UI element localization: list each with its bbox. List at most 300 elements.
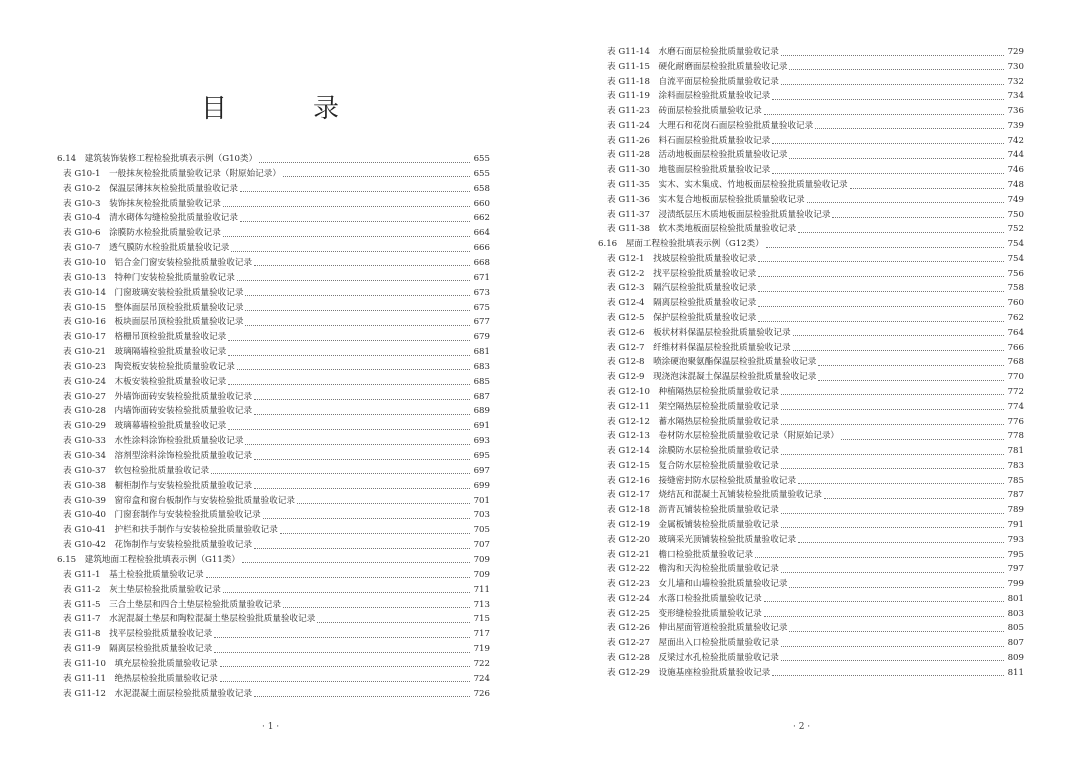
toc-entry [598,60,1024,74]
toc-entry-label: 表 G10-10 铝合金门窗安装检验批质量验收记录 [63,257,253,268]
toc-section-entry [57,152,490,166]
dot-leader [815,128,1004,129]
toc-entry-label: 表 G12-27 屋面出入口检验批质量验收记录 [607,638,779,649]
toc-entry [57,286,490,300]
toc-entry [598,134,1024,148]
toc-entry-label: 表 G12-10 种植隔热层检验批质量验收记录 [607,386,779,397]
dot-leader [798,542,1004,543]
dot-leader [245,325,470,326]
toc-entry [57,479,490,493]
toc-entry [57,508,490,522]
dot-leader [254,399,470,400]
toc-entry [57,494,490,508]
dot-leader [206,577,470,578]
toc-entry-label: 表 G12-11 架空隔热层检验批质量验收记录 [607,401,779,412]
dot-leader [824,498,1004,499]
toc-entry-page: 693 [473,436,490,447]
toc-entry-page: 703 [473,510,490,521]
dot-leader [781,409,1004,410]
toc-entry-label: 表 G12-9 现浇泡沫混凝土保温层检验批质量验收记录 [607,372,817,383]
toc-entry-page: 671 [473,272,490,283]
toc-entry-page: 679 [473,332,490,343]
toc-entry [598,163,1024,177]
dot-leader [317,622,470,623]
toc-entry-page: 662 [473,213,490,224]
dot-leader [758,321,1004,322]
dot-leader [211,473,470,474]
toc-entry [598,208,1024,222]
toc-entry-label: 表 G12-6 板状材料保温层检验批质量验收记录 [607,327,791,338]
toc-entry-page: 717 [473,629,490,640]
page-number-right: · 2 · [793,722,811,732]
toc-entry [57,583,490,597]
toc-entry-label: 表 G10-23 陶瓷板安装检验批质量验收记录 [63,361,235,372]
toc-entry [57,197,490,211]
toc-entry-page: 677 [473,317,490,328]
toc-entry [598,503,1024,517]
dot-leader [764,601,1004,602]
dot-leader [237,280,470,281]
toc-entry [598,222,1024,236]
dot-leader [231,251,470,252]
toc-entry-page: 668 [473,257,490,268]
toc-entry [598,178,1024,192]
dot-leader [781,513,1004,514]
toc-entry-page: 795 [1007,549,1024,560]
toc-entry-label: 6.16 屋面工程检验批填表示例（G12类） [598,239,764,250]
toc-entry-page: 749 [1007,194,1024,205]
toc-entry [57,464,490,478]
toc-entry-page: 734 [1007,91,1024,102]
toc-entry-label: 表 G11-23 砖面层检验批质量验收记录 [607,106,762,117]
toc-entry [57,598,490,612]
toc-entry [598,193,1024,207]
toc-entry [57,271,490,285]
dot-leader [764,616,1004,617]
toc-entry-page: 709 [473,554,490,565]
toc-entry-label: 表 G12-16 接缝密封防水层检验批质量验收记录 [607,475,797,486]
toc-entry-label: 表 G12-8 喷涂硬泡聚氨酯保温层检验批质量验收记录 [607,357,817,368]
toc-entry-label: 表 G11-18 自流平面层检验批质量验收记录 [607,76,779,87]
toc-entry-label: 表 G12-19 金属板铺装检验批质量验收记录 [607,519,779,530]
toc-entry-page: 709 [473,569,490,580]
toc-entry-label: 表 G10-6 涂膜防水检验批质量验收记录 [63,228,221,239]
dot-leader [807,202,1004,203]
dot-leader [764,114,1004,115]
dot-leader [240,221,470,222]
toc-entry-page: 770 [1007,372,1024,383]
toc-entry-label: 表 G12-24 水落口检验批质量验收记录 [607,593,762,604]
dot-leader [758,276,1004,277]
toc-entry [57,404,490,418]
toc-entry-label: 表 G10-16 板块面层吊顶检验批质量验收记录 [63,317,244,328]
dot-leader [781,646,1004,647]
toc-entry-label: 表 G10-13 特种门安装检验批质量验收记录 [63,272,235,283]
toc-entry [598,666,1024,680]
toc-title: 目 录 [200,94,369,124]
toc-entry-page: 754 [1007,253,1024,264]
toc-entry-label: 表 G11-8 找平层检验批质量验收记录 [63,629,213,640]
toc-entry-page: 791 [1007,519,1024,530]
toc-entry-label: 表 G11-2 灰土垫层检验批质量验收记录 [63,584,221,595]
toc-entry-page: 793 [1007,534,1024,545]
toc-entry-page: 750 [1007,209,1024,220]
toc-entry [57,345,490,359]
dot-leader [755,557,1004,558]
toc-entry-label: 表 G10-2 保温层薄抹灰检验批质量验收记录 [63,183,238,194]
toc-entry-label: 表 G12-1 找坡层检验批质量验收记录 [607,253,757,264]
toc-entry-page: 785 [1007,475,1024,486]
toc-entry-page: 724 [473,673,490,684]
toc-entry-label: 表 G11-14 水磨石面层检验批质量验收记录 [607,47,779,57]
toc-entry-page: 774 [1007,401,1024,412]
toc-entry-label: 表 G10-28 内墙饰面砖安装检验批质量验收记录 [63,406,253,417]
dot-leader [781,55,1004,56]
dot-leader [781,572,1004,573]
toc-entry-page: 744 [1007,150,1024,161]
toc-entry [598,518,1024,532]
dot-leader [832,217,1004,218]
dot-leader [789,69,1004,70]
toc-entry-label: 表 G12-21 檐口检验批质量验收记录 [607,549,754,560]
toc-entry-label: 表 G11-7 水泥混凝土垫层和陶粒混凝土垫层检验批质量验收记录 [63,614,316,625]
toc-entry-page: 807 [1007,638,1024,649]
dot-leader [793,335,1004,336]
toc-entry-label: 表 G11-9 隔离层检验批质量验收记录 [63,644,213,655]
toc-entry-page: 658 [473,183,490,194]
toc-entry [57,627,490,641]
toc-entry-page: 752 [1007,224,1024,235]
toc-entry-label: 表 G12-28 反梁过水孔检验批质量验收记录 [607,652,779,663]
toc-entry-page: 707 [473,540,490,551]
toc-section-entry [598,237,1024,251]
toc-entry-label: 表 G12-18 沥青瓦铺装检验批质量验收记录 [607,505,779,516]
toc-entry-page: 701 [473,495,490,506]
dot-leader [263,518,470,519]
dot-leader [297,503,470,504]
dot-leader [781,394,1004,395]
toc-entry-page: 713 [473,599,490,610]
toc-entry-label: 表 G11-37 浸渍纸层压木质地板面层检验批质量验收记录 [607,209,831,220]
dot-leader [781,660,1004,661]
toc-entry-page: 736 [1007,106,1024,117]
toc-entry-page: 776 [1007,416,1024,427]
toc-entry-page: 789 [1007,505,1024,516]
toc-entry [598,311,1024,325]
toc-entry [598,45,1024,59]
toc-entry-page: 783 [1007,460,1024,471]
toc-entry-label: 表 G12-23 女儿墙和山墙检验批质量验收记录 [607,579,788,590]
toc-entry-page: 811 [1007,667,1024,678]
toc-entry [57,167,490,181]
dot-leader [841,439,1004,440]
toc-entry [598,592,1024,606]
toc-entry [598,148,1024,162]
toc-entry-page: 666 [473,243,490,254]
toc-entry-label: 表 G10-39 窗帘盒和窗台板制作与安装检验批质量验收记录 [63,495,296,506]
toc-entry [598,548,1024,562]
dot-leader [283,176,470,177]
toc-entry-label: 表 G11-30 地毯面层检验批质量验收记录 [607,165,771,176]
toc-entry [598,89,1024,103]
dot-leader [254,265,470,266]
toc-entry-label: 表 G10-24 木板安装检验批质量验收记录 [63,376,227,387]
toc-entry-label: 表 G11-5 三合土垫层和四合土垫层检验批质量验收记录 [63,599,281,610]
toc-entry [598,75,1024,89]
toc-entry-page: 799 [1007,579,1024,590]
dot-leader [228,340,470,341]
toc-entry-label: 表 G10-33 水性涂料涂饰检验批质量验收记录 [63,436,244,447]
dot-leader [254,488,470,489]
toc-entry [57,434,490,448]
toc-entry-label: 表 G10-4 清水砌体勾缝检验批质量验收记录 [63,213,238,224]
dot-leader [818,380,1004,381]
dot-leader [280,533,470,534]
toc-entry-label: 表 G11-38 软木类地板面层检验批质量验收记录 [607,224,797,235]
toc-entry [57,390,490,404]
toc-entry-label: 表 G11-11 绝热层检验批质量验收记录 [63,673,218,684]
toc-entry [57,419,490,433]
toc-entry-label: 表 G12-22 檐沟和天沟检验批质量验收记录 [607,564,779,575]
toc-entry [57,241,490,255]
toc-entry-label: 6.14 建筑装饰装修工程检验批填表示例（G10类） [57,154,258,164]
toc-entry [598,533,1024,547]
toc-entry [598,326,1024,340]
dot-leader [242,562,470,563]
toc-entry-label: 表 G12-2 找平层检验批质量验收记录 [607,268,757,279]
toc-entry-label: 表 G12-14 涂膜防水层检验批质量验收记录 [607,446,779,457]
dot-leader [214,652,470,653]
toc-entry-page: 781 [1007,446,1024,457]
toc-entry-page: 655 [473,168,490,179]
dot-leader [772,675,1004,676]
toc-entry-page: 673 [473,287,490,298]
dot-leader [781,424,1004,425]
toc-entry [598,562,1024,576]
toc-entry [57,672,490,686]
toc-entry [57,315,490,329]
toc-entry-page: 691 [473,421,490,432]
dot-leader [220,681,470,682]
toc-entry-page: 732 [1007,76,1024,87]
toc-entry [57,523,490,537]
dot-leader [237,369,470,370]
dot-leader [793,350,1004,351]
toc-entry-page: 655 [473,154,490,164]
toc-entry-label: 表 G10-38 橱柜制作与安装检验批质量验收记录 [63,480,253,491]
toc-entry-label: 表 G10-41 护栏和扶手制作与安装检验批质量验收记录 [63,525,278,536]
dot-leader [240,191,470,192]
toc-entry [598,267,1024,281]
toc-entry-page: 748 [1007,180,1024,191]
dot-leader [223,592,470,593]
toc-entry-page: 809 [1007,652,1024,663]
dot-leader [245,444,470,445]
toc-entry-page: 722 [473,658,490,669]
dot-leader [781,527,1004,528]
dot-leader [254,696,470,697]
toc-entry [598,385,1024,399]
toc-entry-page: 739 [1007,120,1024,131]
toc-entry-label: 表 G12-15 复合防水层检验批质量验收记录 [607,460,779,471]
toc-entry-label: 表 G10-40 门窗套制作与安装检验批质量验收记录 [63,510,261,521]
toc-entry [57,301,490,315]
dot-leader [259,162,470,163]
toc-entry-label: 表 G12-17 烧结瓦和混凝土瓦铺装检验批质量验收记录 [607,490,822,501]
toc-entry [598,281,1024,295]
dot-leader [758,291,1004,292]
toc-entry [598,636,1024,650]
toc-entry [598,400,1024,414]
dot-leader [789,587,1004,588]
toc-entry [598,355,1024,369]
dot-leader [781,84,1004,85]
dot-leader [772,99,1004,100]
toc-entry [598,415,1024,429]
toc-entry-label: 表 G12-26 伸出屋面管道检验批质量验收记录 [607,623,788,634]
dot-leader [850,188,1004,189]
toc-entry [598,621,1024,635]
dot-leader [228,429,470,430]
toc-entry [57,568,490,582]
dot-leader [766,247,1004,248]
toc-entry-page: 787 [1007,490,1024,501]
toc-entry [57,360,490,374]
dot-leader [758,306,1004,307]
toc-entry-label: 表 G10-3 装饰抹灰检验批质量验收记录 [63,198,221,209]
dot-leader [223,236,470,237]
toc-entry-label: 表 G11-15 硬化耐磨面层检验批质量验收记录 [607,61,788,72]
toc-entry-page: 756 [1007,268,1024,279]
toc-entry-label: 表 G10-27 外墙饰面砖安装检验批质量验收记录 [63,391,253,402]
toc-entry [598,296,1024,310]
toc-entry-label: 表 G11-28 活动地板面层检验批质量验收记录 [607,150,788,161]
dot-leader [758,261,1004,262]
toc-entry-page: 803 [1007,608,1024,619]
toc-entry [598,459,1024,473]
toc-entry-label: 表 G11-26 料石面层检验批质量验收记录 [607,135,771,146]
toc-entry-page: 695 [473,451,490,461]
toc-entry-page: 675 [473,302,490,313]
toc-entry-label: 表 G11-24 大理石和花岗石面层检验批质量验收记录 [607,120,814,131]
toc-entry [57,226,490,240]
toc-entry-page: 697 [473,465,490,476]
dot-leader [283,607,470,608]
toc-section-entry [57,553,490,567]
page-number-left: · 1 · [262,722,280,732]
toc-entry [598,341,1024,355]
toc-entry-label: 表 G10-42 花饰制作与安装检验批质量验收记录 [63,540,253,551]
toc-entry-page: 719 [473,644,490,655]
toc-entry [598,577,1024,591]
toc-entry-label: 表 G12-5 保护层检验批质量验收记录 [607,313,757,324]
toc-entry-page: 730 [1007,61,1024,72]
toc-entry-label: 表 G10-14 门窗玻璃安装检验批质量验收记录 [63,287,244,298]
toc-entry-page: 742 [1007,135,1024,146]
toc-entry-page: 754 [1007,239,1024,250]
toc-entry-label: 表 G12-13 卷材防水层检验批质量验收记录（附原始记录） [607,431,840,442]
toc-entry [598,474,1024,488]
dot-leader [789,631,1004,632]
dot-leader [245,295,470,296]
toc-entry-label: 表 G12-25 变形缝检验批质量验收记录 [607,608,762,619]
toc-entry-page: 715 [473,614,490,625]
dot-leader [228,384,470,385]
toc-entry-page: 772 [1007,386,1024,397]
toc-entry-page: 768 [1007,357,1024,368]
toc-entry-page: 762 [1007,313,1024,324]
dot-leader [214,637,470,638]
toc-entry-page: 711 [473,584,490,595]
toc-entry [598,252,1024,266]
toc-entry [57,612,490,626]
dot-leader [818,365,1004,366]
toc-entry-label: 表 G12-20 玻璃采光顶铺装检验批质量验收记录 [607,534,797,545]
toc-entry [57,256,490,270]
dot-leader [228,355,470,356]
dot-leader [781,454,1004,455]
toc-entry-label: 表 G12-4 隔离层检验批质量验收记录 [607,298,757,309]
toc-entry-page: 664 [473,228,490,239]
toc-entry-label: 表 G12-3 隔汽层检验批质量验收记录 [607,283,757,294]
dot-leader [798,232,1004,233]
dot-leader [220,666,470,667]
toc-entry-label: 表 G11-10 填充层检验批质量验收记录 [63,658,218,669]
toc-entry-page: 660 [473,198,490,209]
toc-entry-label: 表 G12-29 设施基座检验批质量验收记录 [607,667,771,678]
toc-entry-page: 758 [1007,283,1024,294]
dot-leader [781,468,1004,469]
toc-entry [598,104,1024,118]
toc-entry-page: 687 [473,391,490,402]
dot-leader [254,459,470,460]
toc-entry-label: 表 G10-21 玻璃隔墙检验批质量验收记录 [63,347,227,358]
toc-entry [598,607,1024,621]
toc-entry-page: 685 [473,376,490,387]
toc-entry-label: 表 G10-29 玻璃幕墙检验批质量验收记录 [63,421,227,432]
toc-entry [57,687,490,701]
toc-entry-label: 表 G10-17 格栅吊顶检验批质量验收记录 [63,332,227,343]
toc-entry-label: 表 G10-1 一般抹灰检验批质量验收记录（附原始记录） [63,168,281,179]
toc-entry-page: 681 [473,347,490,358]
toc-entry [598,429,1024,443]
toc-entry-page: 801 [1007,593,1024,604]
toc-entry [598,488,1024,502]
dot-leader [789,158,1004,159]
toc-entry-page: 726 [473,688,490,699]
toc-entry-label: 6.15 建筑地面工程检验批填表示例（G11类） [57,554,241,565]
toc-entry-page: 729 [1007,47,1024,57]
toc-entry-page: 705 [473,525,490,536]
toc-entry-label: 表 G11-35 实木、实木集成、竹地板面层检验批质量验收记录 [607,180,848,191]
toc-entry [57,538,490,552]
toc-entry [598,651,1024,665]
toc-entry-label: 表 G11-12 水泥混凝土面层检验批质量验收记录 [63,688,253,699]
toc-entry-label: 表 G10-15 整体面层吊顶检验批质量验收记录 [63,302,244,313]
toc-entry [598,444,1024,458]
toc-entry [57,182,490,196]
toc-entry-label: 表 G11-1 基土检验批质量验收记录 [63,569,204,580]
toc-entry-page: 683 [473,361,490,372]
toc-entry-page: 746 [1007,165,1024,176]
toc-entry-label: 表 G10-7 透气膜防水检验批质量验收记录 [63,243,230,254]
toc-entry-page: 805 [1007,623,1024,634]
toc-entry [598,119,1024,133]
toc-entry-page: 760 [1007,298,1024,309]
toc-entry-page: 778 [1007,431,1024,442]
toc-entry-label: 表 G12-12 蓄水隔热层检验批质量验收记录 [607,416,779,427]
dot-leader [254,548,470,549]
